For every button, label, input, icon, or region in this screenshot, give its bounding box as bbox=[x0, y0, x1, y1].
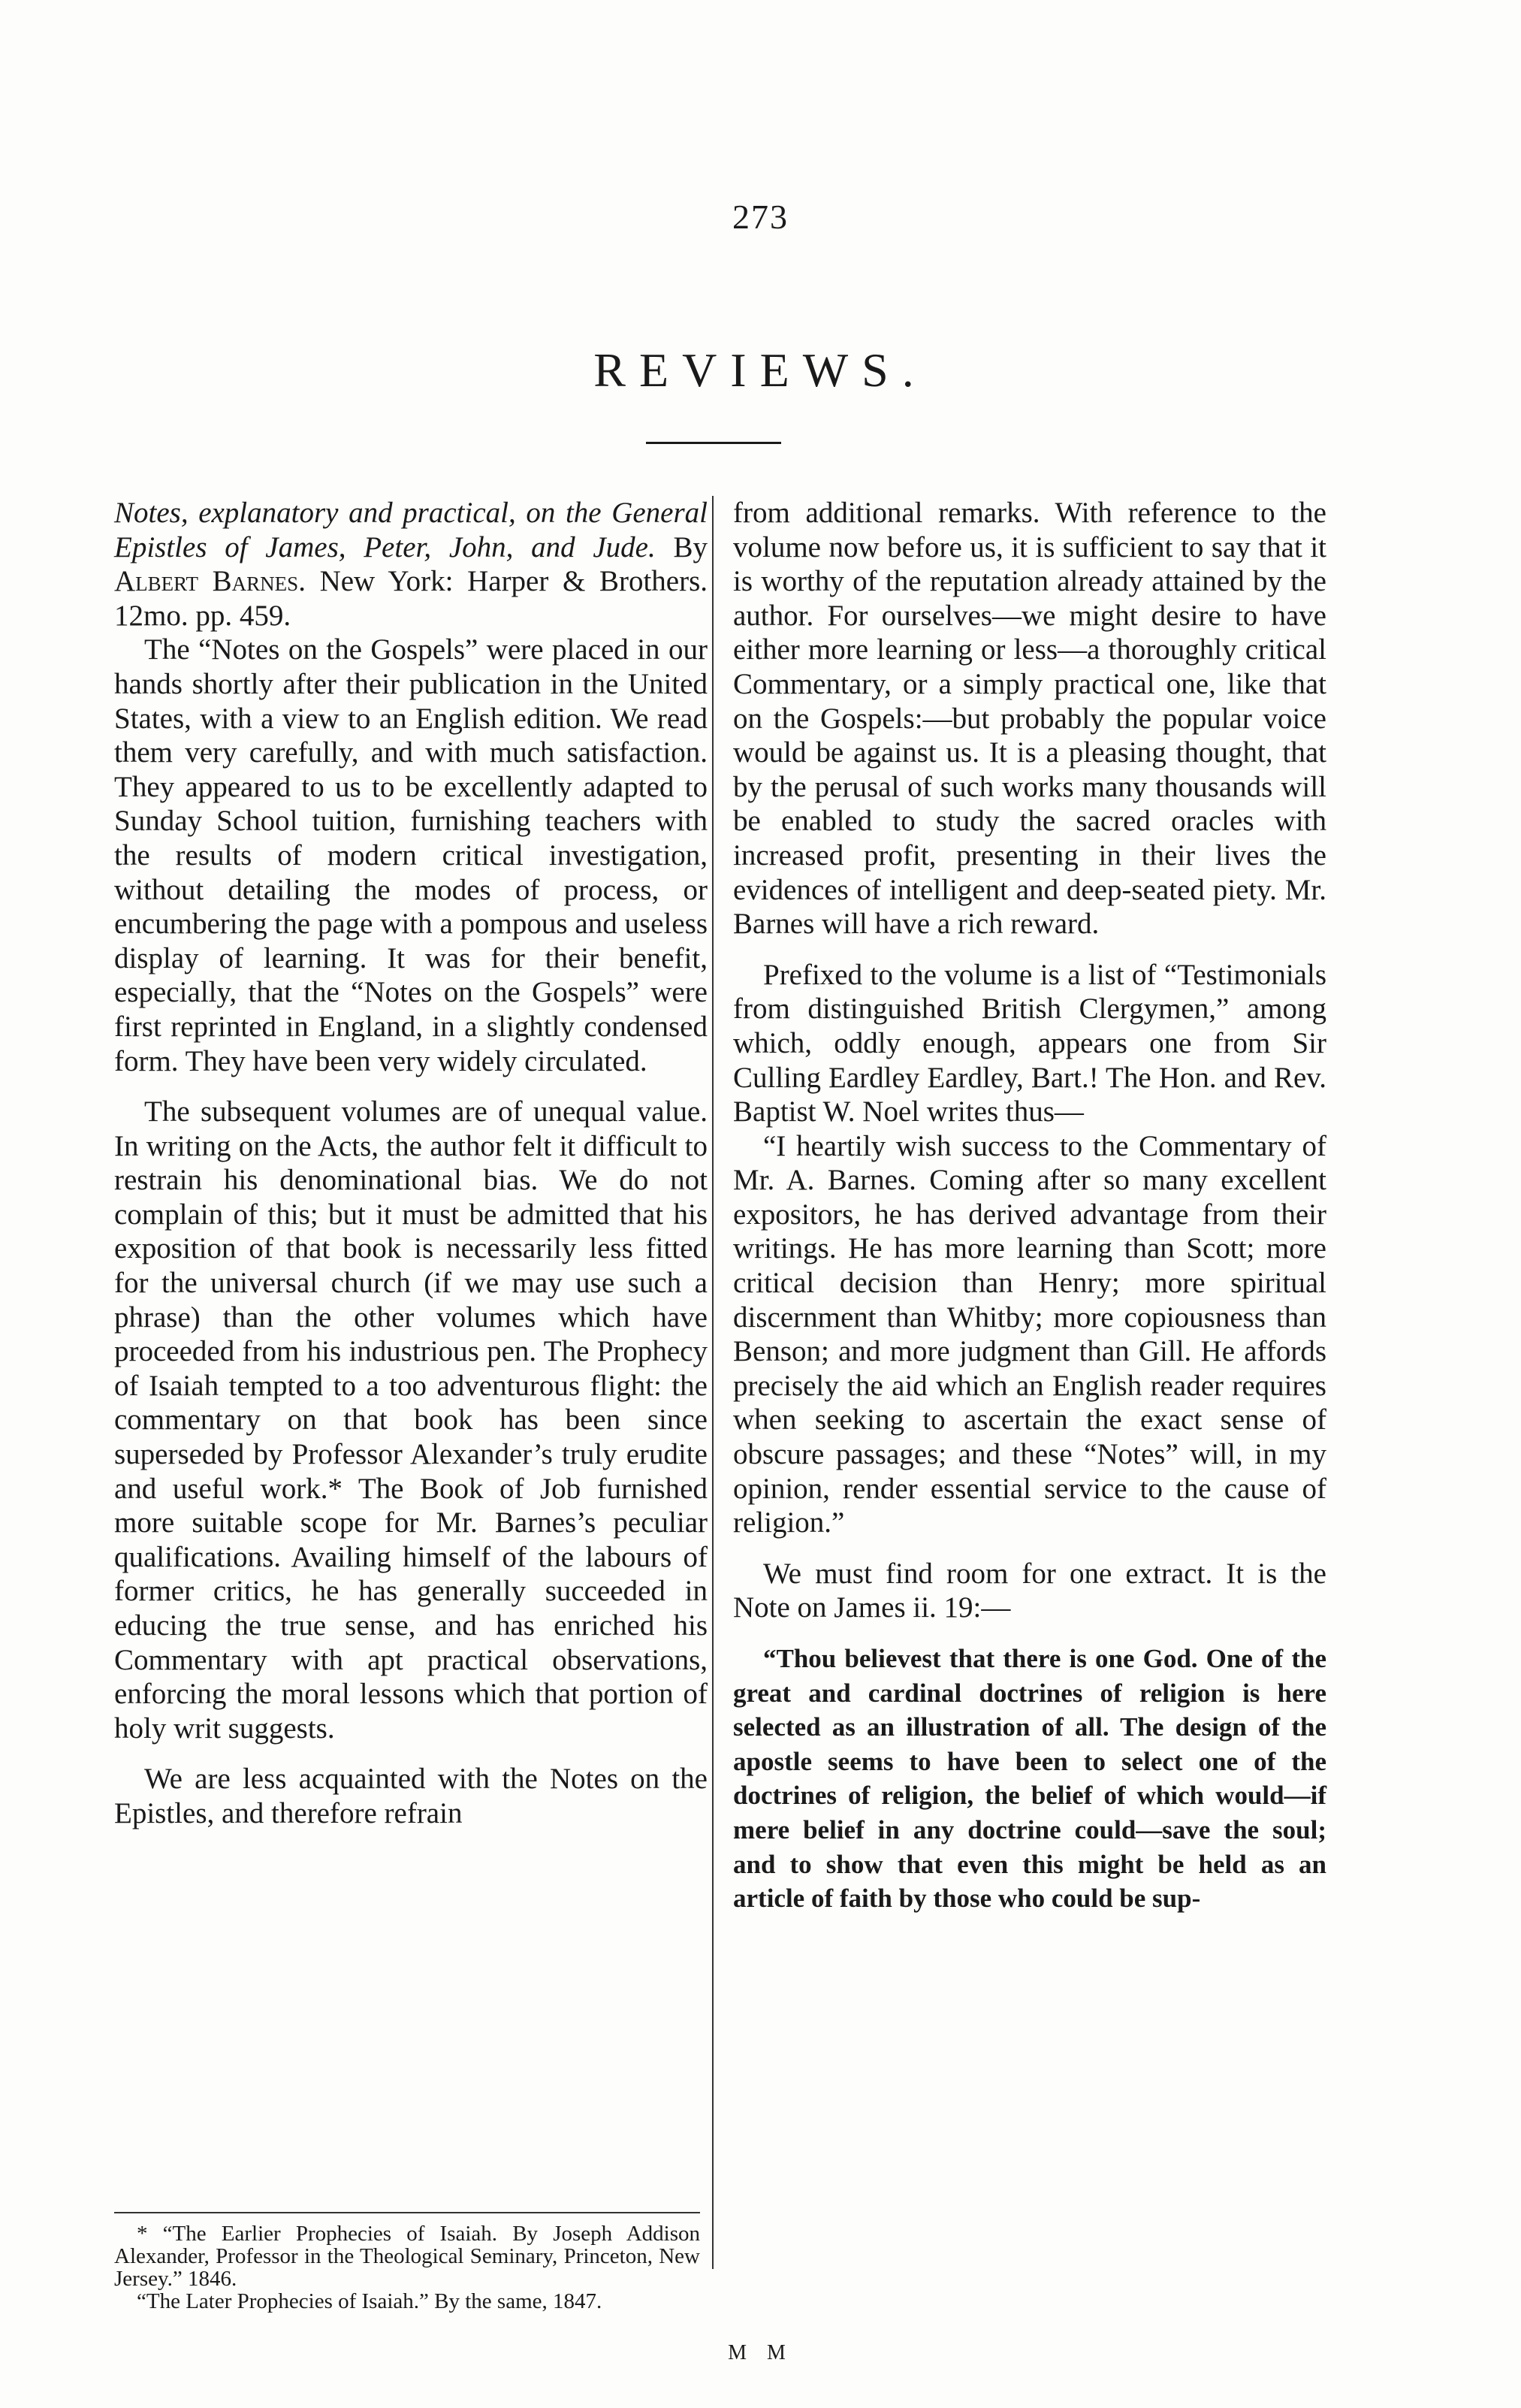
review-continuation: from additional remarks. With reference to the volume now before us, it is sufficient to say that it is worthy of the reputation already attained by the author. For ourselves—we might desire to have either more learning or less—a thoroughly critical Commentary, or a simply practical one, like that on the Gospels:—but probably the popular voice would be against us. It is a pleasing thought, that by the perusal of such works many thousands will be enabled to study the sacred oracles with increased profit, presenting in their lives the evidences of intelligent and deep-seated piety. Mr. Barnes will have a rich reward. bbox=[733, 497, 1326, 941]
left-column bbox=[114, 496, 708, 1831]
footnotes bbox=[114, 2222, 700, 2313]
review-paragraph-1: The “Notes on the Gospels” were placed in our hands shortly after their publication in the United States, with a view to an English edition. We read them very carefully, and with much satisfaction. They appeared to us to be excellently adapted to Sunday School tuition, furnishing teachers with the results of modern critical investigation, without detailing the modes of process, or encumbering the page with a pompous and useless display of learning. It was for their benefit, especially, that the “Notes on the Gospels” were first reprinted in England, in a slightly condensed form. They have been very widely circulated. bbox=[114, 633, 708, 1077]
column-divider bbox=[712, 496, 714, 2269]
review-paragraph-3: We are less acquainted with the Notes on the Epistles, and therefore refrain bbox=[114, 1763, 708, 1829]
review-citation bbox=[114, 496, 708, 633]
signature-mark: M M bbox=[728, 2341, 793, 2364]
citation-imprint: New York: Harper & Brothers. 12mo. pp. 459. bbox=[114, 565, 708, 632]
extract-text: “Thou believest that there is one God. One of the great and cardinal doctrines of religion is here selected as an illustration of all. The design of the apostle seems to have been to select one of the doctrines of religion, the belief of which would—if mere belief in any doctrine could—save the soul; and to show that even this might be held as an article of faith by those who could be sup- bbox=[733, 1644, 1326, 1914]
footnote-2: “The Later Prophecies of Isaiah.” By the same, 1847. bbox=[137, 2289, 602, 2313]
footnote-1: * “The Earlier Prophecies of Isaiah. By Joseph Addison Alexander, Professor in the Theological Seminary, Princeton, New Jersey.” 1846. bbox=[114, 2222, 700, 2291]
extract-intro: We must find room for one extract. It is the Note on James ii. 19:— bbox=[733, 1557, 1326, 1624]
citation-title: Notes, explanatory and practical, on the General Epistles of James, Peter, John, and Jude. bbox=[114, 497, 708, 563]
heading-ornament-rule bbox=[646, 442, 781, 447]
footnote-rule bbox=[114, 2212, 700, 2213]
citation-by: By bbox=[673, 530, 708, 563]
citation-author: Albert Barnes. bbox=[114, 565, 306, 598]
page-number: 273 bbox=[732, 198, 789, 236]
right-column bbox=[733, 496, 1326, 1916]
section-heading: REVIEWS. bbox=[593, 343, 928, 397]
review-paragraph-2: The subsequent volumes are of unequal value. In writing on the Acts, the author felt it difficult to restrain his denominational bias. We do not complain of this; but it must be admitted that his exposition of that book is necessarily less fitted for the universal church (if we may use such a phrase) than the other volumes which have proceeded from his industrious pen. The Prophecy of Isaiah tempted to a too adventurous flight: the commentary on that book has been since superseded by Professor Alexander’s truly erudite and useful work.* The Book of Job furnished more suitable scope for Mr. Barnes’s peculiar qualifications. Availing himself of the labours of former critics, he has generally succeeded in educing the true sense, and has enriched his Commentary with apt practical observations, enforcing the moral lessons which that portion of holy writ suggests. bbox=[114, 1095, 708, 1745]
testimonials-paragraph: Prefixed to the volume is a list of “Testimonials from distinguished British Clergymen,” among which, oddly enough, appears one from Sir Culling Eardley Eardley, Bart.! The Hon. and Rev. Baptist W. Noel writes thus— bbox=[733, 958, 1326, 1128]
testimonial-quote: “I heartily wish success to the Commentary of Mr. A. Barnes. Coming after so many excellent expositors, he has derived advantage from their writings. He has more learning than Scott; more critical decision than Henry; more spiritual discernment than Whitby; more copiousness than Benson; and more judgment than Gill. He affords precisely the aid which an English reader requires when seeking to ascertain the exact sense of obscure passages; and these “Notes” will, in my opinion, render essential service to the cause of religion.” bbox=[733, 1129, 1326, 1539]
